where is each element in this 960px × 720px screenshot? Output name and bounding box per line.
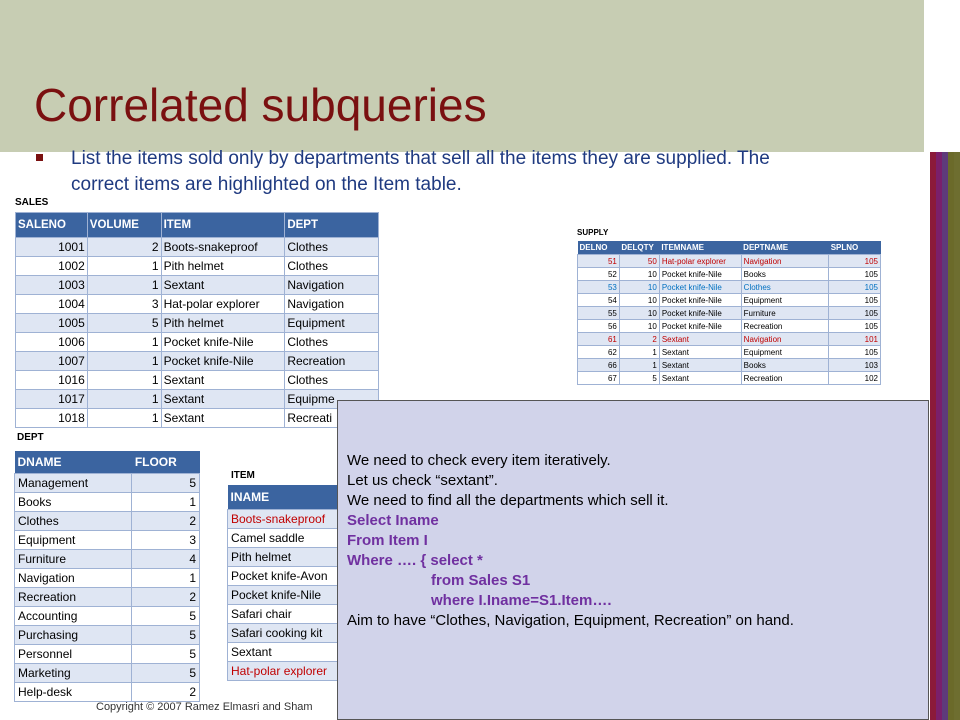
table-cell: Books	[15, 493, 132, 512]
table-cell: 54	[578, 294, 620, 307]
table-cell: Boots-snakeproof	[161, 238, 285, 257]
table-cell: 1007	[16, 352, 88, 371]
table-cell: 10	[619, 268, 659, 281]
sales-table	[15, 212, 379, 428]
table-row	[16, 333, 379, 352]
table-row	[15, 569, 200, 588]
table-cell: Furniture	[15, 550, 132, 569]
table-cell: Personnel	[15, 645, 132, 664]
table-cell: 102	[829, 372, 881, 385]
table-cell: Pith helmet	[228, 548, 367, 567]
column-header: INAME	[228, 485, 367, 510]
table-row	[15, 683, 200, 702]
explanation-line: Let us check “sextant”.	[347, 472, 498, 489]
table-cell: 2	[619, 333, 659, 346]
table-cell: 1	[87, 352, 161, 371]
table-cell: 5	[132, 645, 200, 664]
slide-title: Correlated subqueries	[34, 79, 487, 131]
table-cell: 52	[578, 268, 620, 281]
table-cell: Navigation	[285, 276, 379, 295]
column-header: ITEMNAME	[659, 241, 741, 255]
table-cell: 56	[578, 320, 620, 333]
table-cell: Pocket knife-Nile	[228, 586, 367, 605]
table-cell: Sextant	[161, 390, 285, 409]
table-cell: 1017	[16, 390, 88, 409]
table-cell: 1	[619, 359, 659, 372]
table-cell: 105	[829, 255, 881, 268]
table-cell: 62	[578, 346, 620, 359]
table-cell: Navigation	[741, 255, 829, 268]
table-cell: Equipment	[285, 314, 379, 333]
table-cell: 67	[578, 372, 620, 385]
table-row	[15, 626, 200, 645]
table-cell: Sextant	[161, 276, 285, 295]
bullet-text: List the items sold only by departments that sell all the items they are supplied. The correct items are highlighted on the Item table.	[71, 148, 770, 195]
table-cell: Equipme	[285, 390, 379, 409]
table-row	[16, 409, 379, 428]
table-cell: Help-desk	[15, 683, 132, 702]
table-cell: 1002	[16, 257, 88, 276]
table-cell: 1	[87, 333, 161, 352]
side-accent-bars	[930, 152, 960, 720]
table-cell: Hat-polar explorer	[659, 255, 741, 268]
table-cell: 1	[132, 493, 200, 512]
table-cell: Recreati	[285, 409, 379, 428]
table-cell: Sextant	[161, 371, 285, 390]
table-cell: Safari cooking kit	[228, 624, 367, 643]
table-cell: Books	[741, 359, 829, 372]
explanation-line: Aim to have “Clothes, Navigation, Equipment, Recreation” on hand.	[347, 612, 794, 629]
column-header: DEPTNAME	[741, 241, 829, 255]
table-row	[15, 550, 200, 569]
supply-table	[577, 241, 881, 385]
table-cell: Hat-polar explorer	[161, 295, 285, 314]
sql-line: where I.Iname=S1.Item….	[431, 592, 612, 609]
table-cell: 1016	[16, 371, 88, 390]
table-cell: Clothes	[741, 281, 829, 294]
dept-label: DEPT	[17, 432, 44, 443]
table-row	[16, 390, 379, 409]
table-cell: 66	[578, 359, 620, 372]
table-row	[15, 493, 200, 512]
column-header: FLOOR	[132, 451, 200, 474]
table-row	[15, 607, 200, 626]
table-cell: Clothes	[285, 371, 379, 390]
dept-table	[14, 451, 200, 702]
table-cell: 1001	[16, 238, 88, 257]
table-cell: Pocket knife-Nile	[161, 333, 285, 352]
table-cell: Sextant	[659, 359, 741, 372]
table-row	[16, 352, 379, 371]
table-cell: 2	[87, 238, 161, 257]
table-cell: Pocket knife-Nile	[659, 281, 741, 294]
table-cell: 1018	[16, 409, 88, 428]
table-cell: Safari chair	[228, 605, 367, 624]
table-cell: 1	[87, 276, 161, 295]
table-row	[15, 531, 200, 550]
explanation-box	[337, 400, 929, 720]
table-cell: 10	[619, 281, 659, 294]
table-cell: Hat-polar explorer	[228, 662, 367, 681]
table-cell: Recreation	[15, 588, 132, 607]
table-cell: Navigation	[15, 569, 132, 588]
table-cell: Camel saddle	[228, 529, 367, 548]
table-cell: Clothes	[285, 257, 379, 276]
sql-line: From Item I	[347, 532, 428, 549]
table-row	[16, 276, 379, 295]
bullet-icon	[36, 154, 43, 161]
column-header: VOLUME	[87, 213, 161, 238]
table-cell: Clothes	[15, 512, 132, 531]
table-row	[578, 255, 881, 268]
column-header: SALENO	[16, 213, 88, 238]
column-header: DNAME	[15, 451, 132, 474]
table-cell: Equipment	[741, 346, 829, 359]
table-cell: 3	[132, 531, 200, 550]
table-cell: Pith helmet	[161, 257, 285, 276]
table-row	[578, 320, 881, 333]
table-cell: 1004	[16, 295, 88, 314]
column-header: DELNO	[578, 241, 620, 255]
table-cell: 61	[578, 333, 620, 346]
table-cell: Furniture	[741, 307, 829, 320]
table-cell: 105	[829, 281, 881, 294]
table-row	[16, 257, 379, 276]
table-cell: Sextant	[659, 346, 741, 359]
table-cell: 1006	[16, 333, 88, 352]
table-cell: 5	[132, 626, 200, 645]
table-cell: Boots-snakeproof	[228, 510, 367, 529]
column-header: DEPT	[285, 213, 379, 238]
sql-line: Where …. { select *	[347, 552, 483, 569]
table-cell: Pocket knife-Nile	[659, 294, 741, 307]
table-cell: 1003	[16, 276, 88, 295]
table-cell: 105	[829, 346, 881, 359]
table-cell: 5	[132, 664, 200, 683]
column-header: SPLNO	[829, 241, 881, 255]
sql-line: from Sales S1	[431, 572, 531, 589]
table-cell: 53	[578, 281, 620, 294]
table-row	[16, 295, 379, 314]
table-cell: Management	[15, 474, 132, 493]
table-cell: 105	[829, 307, 881, 320]
table-cell: Recreation	[741, 372, 829, 385]
table-row	[15, 474, 200, 493]
table-cell: 10	[619, 307, 659, 320]
table-row	[578, 346, 881, 359]
table-cell: 10	[619, 320, 659, 333]
table-cell: Pocket knife-Nile	[659, 268, 741, 281]
table-cell: 1	[87, 390, 161, 409]
table-cell: 105	[829, 294, 881, 307]
table-cell: 1	[87, 409, 161, 428]
table-row	[578, 294, 881, 307]
table-cell: 51	[578, 255, 620, 268]
table-cell: Purchasing	[15, 626, 132, 645]
table-cell: 101	[829, 333, 881, 346]
table-row	[578, 372, 881, 385]
table-cell: Sextant	[659, 372, 741, 385]
column-header: DELQTY	[619, 241, 659, 255]
column-header: ITEM	[161, 213, 285, 238]
table-cell: Equipment	[741, 294, 829, 307]
item-label: ITEM	[231, 470, 255, 481]
table-cell: Pocket knife-Nile	[659, 307, 741, 320]
table-cell: 2	[132, 588, 200, 607]
table-cell: 5	[132, 474, 200, 493]
table-cell: 1	[87, 257, 161, 276]
table-cell: Pith helmet	[161, 314, 285, 333]
table-cell: 105	[829, 268, 881, 281]
copyright-text: Copyright © 2007 Ramez Elmasri and Sham	[96, 701, 313, 713]
table-cell: Recreation	[285, 352, 379, 371]
table-row	[578, 359, 881, 372]
table-cell: Sextant	[161, 409, 285, 428]
table-cell: 4	[132, 550, 200, 569]
table-cell: Pocket knife-Nile	[161, 352, 285, 371]
table-cell: 3	[87, 295, 161, 314]
table-cell: Navigation	[285, 295, 379, 314]
table-cell: Marketing	[15, 664, 132, 683]
table-cell: Navigation	[741, 333, 829, 346]
explanation-line: We need to check every item iteratively.	[347, 452, 611, 469]
table-cell: 55	[578, 307, 620, 320]
explanation-line: We need to find all the departments which sell it.	[347, 492, 669, 509]
table-cell: Clothes	[285, 238, 379, 257]
table-cell: Accounting	[15, 607, 132, 626]
table-row	[578, 307, 881, 320]
table-cell: Pocket knife-Nile	[659, 320, 741, 333]
table-cell: Sextant	[659, 333, 741, 346]
sql-line: Select Iname	[347, 512, 439, 529]
table-cell: Sextant	[228, 643, 367, 662]
table-row	[15, 512, 200, 531]
table-cell: 10	[619, 294, 659, 307]
table-cell: 105	[829, 320, 881, 333]
table-row	[15, 664, 200, 683]
table-cell: 5	[87, 314, 161, 333]
table-cell: 2	[132, 512, 200, 531]
accent-bar	[954, 152, 960, 720]
table-row	[15, 645, 200, 664]
table-row	[15, 588, 200, 607]
table-cell: 1005	[16, 314, 88, 333]
table-cell: Recreation	[741, 320, 829, 333]
table-cell: 1	[87, 371, 161, 390]
table-cell: Books	[741, 268, 829, 281]
supply-label: SUPPLY	[577, 228, 609, 237]
table-row	[16, 371, 379, 390]
table-cell: 5	[619, 372, 659, 385]
table-cell: 1	[619, 346, 659, 359]
table-cell: 2	[132, 683, 200, 702]
table-cell: Equipment	[15, 531, 132, 550]
table-cell: 1	[132, 569, 200, 588]
sales-label: SALES	[15, 197, 49, 208]
table-row	[16, 238, 379, 257]
table-row	[578, 333, 881, 346]
table-cell: 5	[132, 607, 200, 626]
table-cell: 103	[829, 359, 881, 372]
table-row	[578, 281, 881, 294]
table-cell: Clothes	[285, 333, 379, 352]
table-row	[578, 268, 881, 281]
table-cell: Pocket knife-Avon	[228, 567, 367, 586]
table-cell: 50	[619, 255, 659, 268]
table-row	[16, 314, 379, 333]
